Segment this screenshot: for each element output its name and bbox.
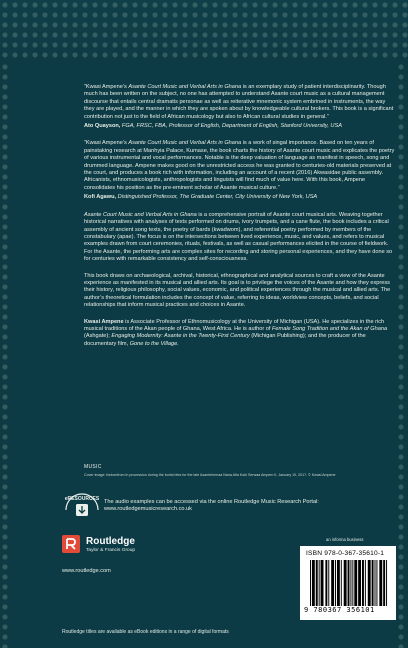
endorsement-attribution-2: Kofi Agawu, Distinguished Professor, The Graduate Center, City University of New York, USA — [84, 194, 318, 201]
barcode-bar — [319, 560, 320, 606]
endorsement-quote-1: “Kwasi Ampene’s Asante Court Music and Verbal Arts in Ghana is an exemplary study of patient interdisciplinarity. Though much has been written on the subject, no one has attempted to understand Asante court music as a cultural management discourse that entails central dramatis personae as well as reiterative mnemonic system embrined in instruments, the way they are played, and the manner in which they are spoken about by knowledgeable cultural brokers. This book is a significant contribution not just to the field of African musicology but also to African cultural studies in general.” — [84, 84, 394, 120]
decorative-pattern-top — [0, 0, 408, 62]
endorsement-attribution-1: Ato Quayson, FGA, FRSC, FBA, Professor of English, Department of English, Stanford University, USA — [84, 123, 342, 130]
barcode-bar — [352, 560, 353, 606]
barcode-bar — [335, 560, 336, 606]
cover-image-credit: Cover image: fontomfrom in procession during the burial rites for the late Asantehemaa Nana Afia Kobi Serwaa Ampem II, January 10, 2017. © Kwasi Ampene — [84, 473, 336, 477]
decorative-pattern-right — [396, 62, 408, 648]
author-bio: Kwasi Ampene is Associate Professor of Ethnomusicology at the University of Michigan (USA). He specializes in the rich musical traditions of the Akan people of Ghana, West Africa. He is author of Female Song Tradition and the Akan of Ghana (Ashgate); Engaging Modernity: Asante in the Twenty-First Century (Michigan Publishing); and the producer of the documentary film, Gone to the Village. — [84, 318, 388, 347]
routledge-logo-icon — [62, 535, 80, 553]
barcode-bar — [368, 560, 371, 606]
publisher-website[interactable]: www.routledge.com — [62, 568, 111, 574]
barcode-bar — [365, 560, 366, 606]
eresources-line: The audio examples can be accessed via the online Routledge Music Research Portal: — [104, 499, 319, 505]
endorsement-quote-2: “Kwasi Ampene’s Asante Court Music and Verbal Arts in Ghana is a work of singal importance. Based on ten years of painstaking research at Manhyia Palace, Kumase, the book charts the history of Asante court music and explicates the poetry of various instrumental and vocal performances. Notable is the deep valuation of language as manifest in speech, song and drummed language. Ampene makes good on the unrestricted access he was granted to centuries-old materials preserved at the court, and produces a book rich with information, including an account of a recent (2016) Akwasidae public assembly. Africanists, ethnomusicologists, anthropologists and linguists will find much of value here. With this book, Ampene consolidates his position as the pre-eminent scholar of Asante musical culture.” — [84, 140, 395, 191]
decorative-pattern-left — [0, 62, 12, 648]
barcode-bar — [348, 560, 350, 606]
informa-tagline: an informa business — [326, 537, 364, 542]
ebook-notice: Routledge titles are available as eBook editions in a range of digital formats — [62, 629, 229, 635]
barcode-bar — [358, 560, 361, 606]
back-cover-text — [84, 84, 396, 357]
eresources-badge-icon — [62, 486, 102, 520]
barcode-bar — [376, 560, 377, 606]
description-paragraph-1: Asante Court Music and Verbal Arts in Ghana is a comprehensive portrait of Asante court musical arts. Weaving together historical narratives with analyses of texts performed on drums, ivory trumpets, and a cane flute, the book includes a critical assembly of ancient song texts, the poetry of bards (kwadwom), and referential poetry performed by members of the constabulary (apae). The focus is on the intersections between lived experience, music, and values, and refers to musical examples drawn from court ceremonies, rituals, festivals, as well as casual performances elicited in the course of fieldwork. For the Asante, the performing arts are complex sites for recording and storing personal experiences, and they have done so for centuries with remarkable consistency and self-consciousness. — [84, 211, 393, 263]
barcode-bar — [362, 560, 364, 606]
barcode-bar — [379, 560, 382, 606]
barcode-bar — [375, 560, 376, 606]
barcode-panel — [300, 546, 396, 620]
barcode-bar — [341, 560, 342, 606]
eresources-url[interactable]: www.routledgemusicresearch.co.uk — [104, 506, 192, 512]
barcode-bar — [337, 560, 340, 606]
eresources-text — [104, 499, 334, 513]
eresources-badge-label: eRESOURCES — [64, 496, 100, 502]
publisher-name: Routledge — [86, 536, 135, 547]
barcode-bar — [344, 560, 347, 606]
barcode-bar — [325, 560, 327, 606]
subject-label: MUSIC — [84, 464, 102, 470]
barcode-digits: 9 780367 356101 — [304, 606, 375, 614]
barcode-icon — [310, 560, 388, 606]
barcode-bar — [331, 560, 334, 606]
isbn-number: ISBN 978-0-367-35610-1 — [306, 550, 385, 557]
barcode-bar — [372, 560, 374, 606]
barcode-bar — [310, 560, 311, 606]
barcode-bar — [321, 560, 324, 606]
barcode-bar — [386, 560, 387, 606]
publisher-group: Taylor & Francis Group — [86, 548, 136, 553]
barcode-bar — [328, 560, 329, 606]
description-paragraph-2: This book draws on archaeological, archival, historical, ethnographical and analytical sources to craft a view of the Asante experience as manifested in its musical and allied arts. Its goal is to privilege the voices of the Asante and how they express their history, religious philosophy, social values, economic, and political experiences through the musical and allied arts. The author’s theoretical formulation includes the concept of value, referring to ideas, worldview concepts, beliefs, and social relationships that inform musical practices and choices in Asante. — [84, 272, 391, 309]
barcode-bar — [350, 560, 351, 606]
barcode-bar — [354, 560, 357, 606]
barcode-bar — [383, 560, 385, 606]
barcode-bar — [316, 560, 318, 606]
barcode-bar — [312, 560, 315, 606]
